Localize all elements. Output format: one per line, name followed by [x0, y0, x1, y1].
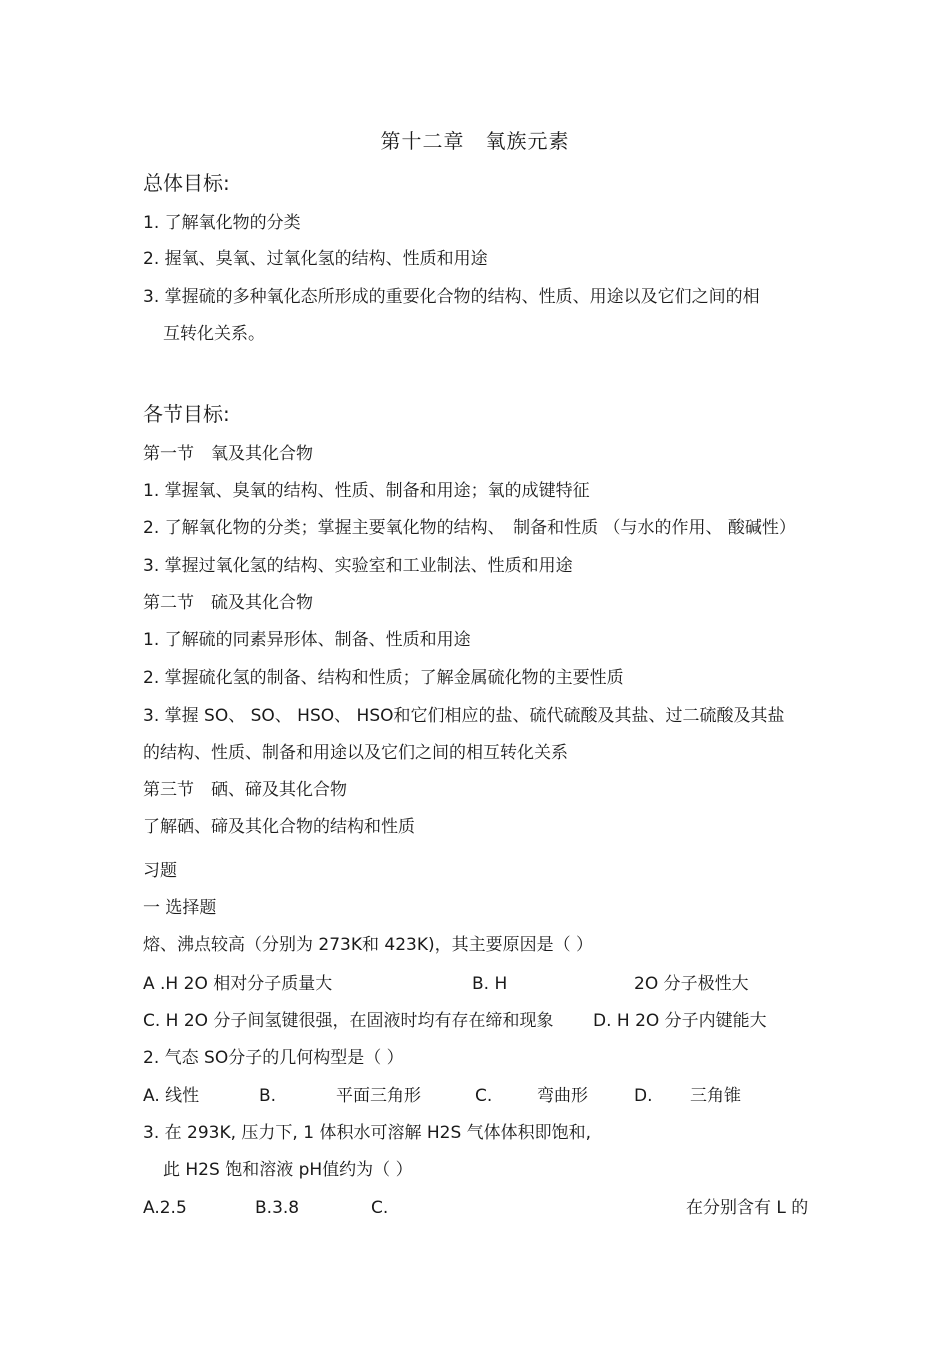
section-goals-heading: 各节目标: — [143, 402, 230, 426]
q1-stem: 熔、沸点较高（分别为 273K和 423K)，其主要原因是（ ） — [143, 935, 594, 955]
overall-goal-3: 3. 掌握硫的多种氧化态所形成的重要化合物的结构、性质、用途以及它们之间的相 — [143, 287, 760, 307]
q2-option-d-label: D. — [634, 1086, 653, 1106]
section3-title: 第三节 硒、碲及其化合物 — [143, 780, 347, 800]
chapter-title: 第十二章 氧族元素 — [380, 129, 570, 153]
q3-continued-text: 在分别含有 L 的 — [686, 1198, 809, 1218]
section1-item-3: 3. 掌握过氧化氢的结构、实验室和工业制法、性质和用途 — [143, 556, 573, 576]
section1-title: 第一节 氧及其化合物 — [143, 444, 313, 464]
overall-goal-1: 1. 了解氧化物的分类 — [143, 213, 301, 233]
q2-option-b-text: 平面三角形 — [336, 1086, 421, 1106]
q1-option-a: A .H 2O 相对分子质量大 — [143, 974, 333, 994]
q1-option-d: D. H 2O 分子内键能大 — [593, 1011, 767, 1031]
section2-item-3-cont: 的结构、性质、制备和用途以及它们之间的相互转化关系 — [143, 743, 568, 763]
q1-option-b-text: 2O 分子极性大 — [634, 974, 749, 994]
overall-goal-2: 2. 握氧、臭氧、过氧化氢的结构、性质和用途 — [143, 249, 488, 269]
q1-option-b-label: B. H — [472, 974, 508, 994]
overall-goal-3-cont: 互转化关系。 — [163, 324, 265, 344]
q2-option-c-text: 弯曲形 — [537, 1086, 588, 1106]
section2-item-3: 3. 掌握 SO、 SO、 HSO、 HSO和它们相应的盐、硫代硫酸及其盐、过二硫酸及其盐 — [143, 706, 785, 726]
q2-option-c-label: C. — [475, 1086, 493, 1106]
q3-option-c: C. — [371, 1198, 389, 1218]
section1-item-1: 1. 掌握氧、臭氧的结构、性质、制备和用途；氧的成键特征 — [143, 481, 590, 501]
section3-item-1: 了解硒、碲及其化合物的结构和性质 — [143, 817, 415, 837]
q2-option-b-label: B. — [259, 1086, 277, 1106]
exercises-heading: 习题 — [143, 861, 177, 881]
q1-option-c: C. H 2O 分子间氢键很强，在固液时均有存在缔和现象 — [143, 1011, 554, 1031]
q3-stem-line1: 3. 在 293K, 压力下, 1 体积水可溶解 H2S 气体体积即饱和, — [143, 1123, 592, 1143]
section2-item-2: 2. 掌握硫化氢的制备、结构和性质；了解金属硫化物的主要性质 — [143, 668, 624, 688]
q3-stem-line2: 此 H2S 饱和溶液 pH值约为（ ） — [163, 1160, 413, 1180]
overall-goals-heading: 总体目标: — [143, 171, 230, 195]
q3-option-a: A.2.5 — [143, 1198, 187, 1218]
section1-item-2: 2. 了解氧化物的分类；掌握主要氧化物的结构、 制备和性质 （与水的作用、 酸碱性） — [143, 518, 796, 538]
section2-title: 第二节 硫及其化合物 — [143, 593, 313, 613]
section2-item-1: 1. 了解硫的同素异形体、制备、性质和用途 — [143, 630, 471, 650]
q2-option-d-text: 三角锥 — [690, 1086, 741, 1106]
exercise-part-title: 一 选择题 — [143, 898, 217, 918]
q3-option-b: B.3.8 — [255, 1198, 300, 1218]
q2-option-a: A. 线性 — [143, 1086, 200, 1106]
q2-stem: 2. 气态 SO分子的几何构型是（ ） — [143, 1048, 404, 1068]
